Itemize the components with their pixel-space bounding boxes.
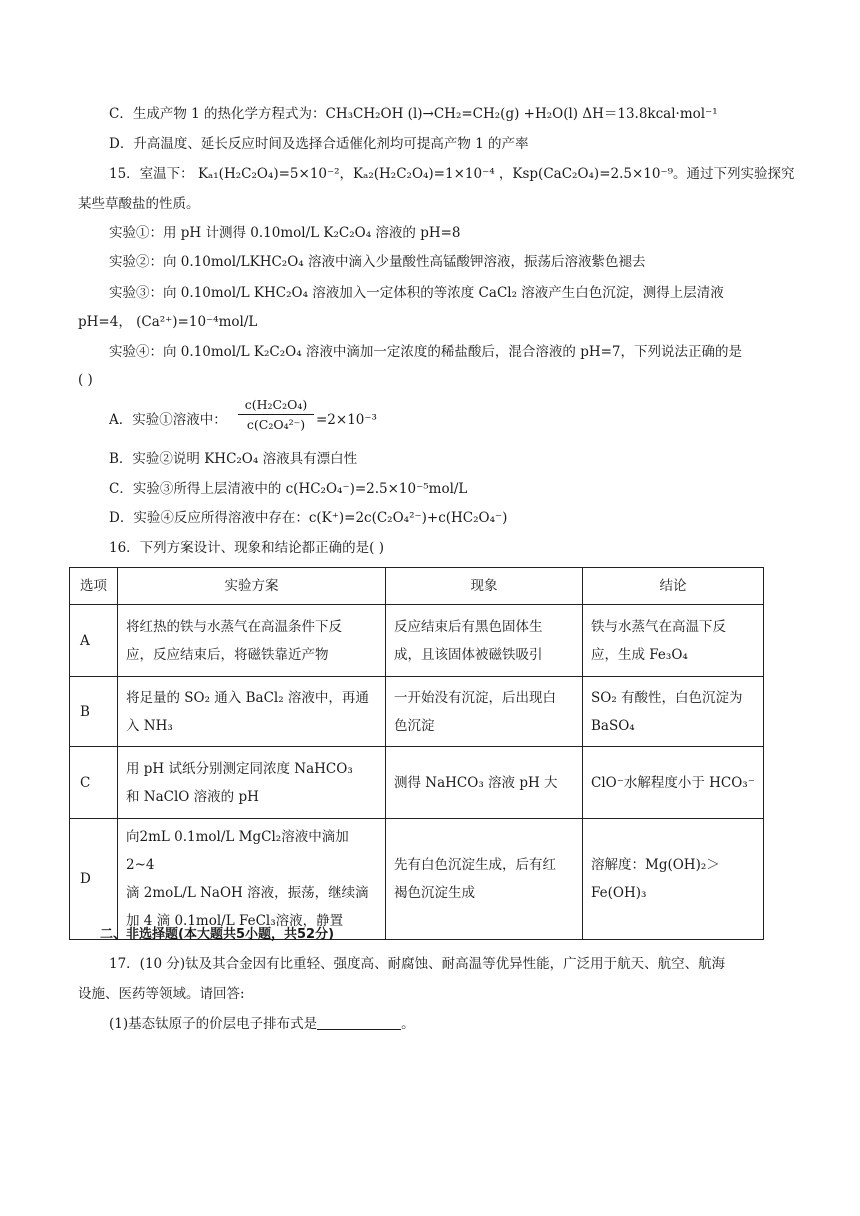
q15-option-b: B．实验②说明 KHC₂O₄ 溶液具有漂白性 <box>109 451 358 467</box>
q15-option-d: D．实验④反应所得溶液中存在：c(K⁺)=2c(C₂O₄²⁻)+c(HC₂O₄⁻) <box>109 510 508 526</box>
table-row <box>70 677 764 747</box>
cell-plan <box>118 677 386 747</box>
cell-conclusion <box>583 747 764 819</box>
cell-line: SO₂ 有酸性，白色沉淀为 <box>591 689 743 706</box>
cell-line: ClO⁻水解程度小于 HCO₃⁻ <box>591 774 755 791</box>
cell-line: 铁与水蒸气在高温下反 <box>591 618 726 635</box>
q17-part-1-end: 。 <box>401 1016 415 1032</box>
header-conclusion: 结论 <box>583 568 764 605</box>
cell-line: 向2mL 0.1mol/L MgCl₂溶液中滴加2~4 <box>126 829 349 873</box>
cell-plan <box>118 747 386 819</box>
cell-phenomenon <box>386 677 583 747</box>
table-header-row <box>70 568 764 605</box>
cell-line: 和 NaClO 溶液的 pH <box>126 788 259 805</box>
cell-line: BaSO₄ <box>591 717 635 734</box>
cell-conclusion <box>583 677 764 747</box>
cell-plan <box>118 819 386 940</box>
cell-line: 应，反应结束后，将磁铁靠近产物 <box>126 646 329 663</box>
q15-stem-line1: 15．室温下： Kₐ₁(H₂C₂O₄)=5×10⁻²，Kₐ₂(H₂C₂O₄)=1×10⁻⁴ ，Ksp(CaC₂O₄)=2.5×10⁻⁹。通过下列实验探究 <box>109 166 795 182</box>
q15-option-a-label: A．实验①溶液中： <box>109 412 227 428</box>
section-2-heading: 二、非选择题(本大题共5小题，共52分) <box>100 927 335 942</box>
fraction-bar <box>238 414 314 415</box>
cell-line: 反应结束后有黑色固体生 <box>394 618 543 635</box>
q15-answer-brackets: ( ) <box>78 372 93 388</box>
q16-table <box>69 567 764 940</box>
cell-line: 应，生成 Fe₃O₄ <box>591 646 688 663</box>
header-plan: 实验方案 <box>118 568 386 605</box>
q16-stem: 16．下列方案设计、现象和结论都正确的是( ) <box>109 540 385 556</box>
cell-option: D <box>70 819 118 940</box>
q15-experiment-2: 实验②：向 0.10mol/LKHC₂O₄ 溶液中滴入少量酸性高锰酸钾溶液，振荡后溶液紫色褪去 <box>109 254 646 270</box>
cell-plan <box>118 605 386 677</box>
cell-line: 将足量的 SO₂ 通入 BaCl₂ 溶液中，再通 <box>126 689 369 706</box>
cell-line: 滴 2moL/L NaOH 溶液，振荡，继续滴 <box>126 885 369 901</box>
q17-part-1 <box>109 1014 415 1034</box>
cell-line: 测得 NaHCO₃ 溶液 pH 大 <box>394 774 558 791</box>
q14-option-c-equation: CH₃CH₂OH (l)→CH₂=CH₂(g) +H₂O(l) ΔH＝13.8kcal·mol⁻¹ <box>325 106 718 122</box>
q14-option-d: D．升高温度、延长反应时间及选择合适催化剂均可提高产物 1 的产率 <box>109 136 529 152</box>
fraction-numerator: c(H₂C₂O₄) <box>244 397 308 412</box>
fraction-denominator: c(C₂O₄²⁻) <box>246 417 306 432</box>
q17-stem-line1: 17．(10 分)钛及其合金因有比重轻、强度高、耐腐蚀、耐高温等优异性能，广泛用于航天、航空、航海 <box>109 956 726 972</box>
cell-line: 加 4 滴 0.1mol/L FeCl₃溶液，静置 <box>126 913 344 929</box>
cell-line: 一开始没有沉淀，后出现白 <box>394 689 556 706</box>
table-row <box>70 747 764 819</box>
q17-part-1-text: (1)基态钛原子的价层电子排布式是 <box>109 1016 318 1032</box>
cell-conclusion <box>583 605 764 677</box>
cell-phenomenon <box>386 819 583 940</box>
cell-option: C <box>70 747 118 819</box>
cell-line: 入 NH₃ <box>126 717 173 734</box>
table-row <box>70 819 764 940</box>
table-row <box>70 605 764 677</box>
q15-experiment-1: 实验①：用 pH 计测得 0.10mol/L K₂C₂O₄ 溶液的 pH=8 <box>109 225 461 241</box>
q15-experiment-4-line1: 实验④：向 0.10mol/L K₂C₂O₄ 溶液中滴加一定浓度的稀盐酸后，混合溶液的 pH=7，下列说法正确的是 <box>109 344 743 360</box>
q14-option-c-text: C．生成产物 1 的热化学方程式为： <box>109 106 326 122</box>
q17-stem-line2: 设施、医药等领域。请回答: <box>78 986 245 1002</box>
cell-line: 褐色沉淀生成 <box>394 885 475 901</box>
q15-experiment-3-line1: 实验③：向 0.10mol/L KHC₂O₄ 溶液加入一定体积的等浓度 CaCl₂ 溶液产生白色沉淀，测得上层清液 <box>109 285 724 301</box>
q15-option-a-fraction <box>238 396 314 433</box>
cell-line: 将红热的铁与水蒸气在高温条件下反 <box>126 618 342 635</box>
cell-line: 溶解度：Mg(OH)₂＞ <box>591 857 720 873</box>
cell-phenomenon <box>386 605 583 677</box>
cell-line: Fe(OH)₃ <box>591 885 647 901</box>
header-phenomenon: 现象 <box>386 568 583 605</box>
q15-experiment-3-line2: pH=4， (Ca²⁺)=10⁻⁴mol/L <box>78 314 258 330</box>
q14-option-c <box>109 104 718 124</box>
cell-line: 色沉淀 <box>394 717 435 734</box>
cell-line: 先有白色沉淀生成，后有红 <box>394 857 556 873</box>
q15-option-c: C．实验③所得上层清液中的 c(HC₂O₄⁻)=2.5×10⁻⁵mol/L <box>109 481 468 497</box>
cell-line: 用 pH 试纸分别测定同浓度 NaHCO₃ <box>126 760 353 777</box>
q15-option-a-value: =2×10⁻³ <box>316 412 377 428</box>
answer-blank[interactable] <box>317 1015 401 1030</box>
q15-stem-line2: 某些草酸盐的性质。 <box>78 196 200 212</box>
cell-line: 成，且该固体被磁铁吸引 <box>394 646 543 663</box>
header-option: 选项 <box>70 568 118 605</box>
cell-option: A <box>70 605 118 677</box>
cell-phenomenon <box>386 747 583 819</box>
cell-option: B <box>70 677 118 747</box>
cell-conclusion <box>583 819 764 940</box>
